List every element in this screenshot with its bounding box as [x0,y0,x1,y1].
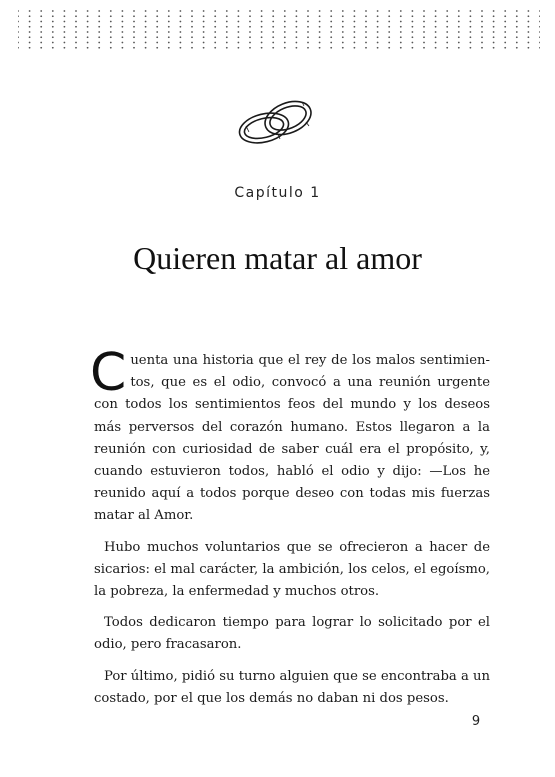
paragraph-4: Por último, pidió su turno alguien que se encontraba a un costado, por el que los demás no daban ni dos pesos. [94,668,490,706]
chapter-label: Capítulo 1 [234,185,321,201]
paragraph-1 [90,343,490,528]
dotted-border-ornament [18,10,540,52]
chapter-body [90,343,490,719]
drop-cap: C [90,343,127,403]
paragraph-1-text: uenta una historia que el rey de los malos sentimientos, que es el odio, convocó a una reunión urgente con todos los sentimientos feos del mundo y los deseos más perversos del corazón humano. Estos llegaron a la reunión con curiosidad de saber cuál era el propósito, y, cuando estuvieron todos, habló el odio y dijo: —Los he reunido aquí a todos porque deseo con todas mis fuerzas matar al Amor. [94,353,490,524]
paragraph-3: Todos dedicaron tiempo para lograr lo solicitado por el odio, pero fracasaron. [94,615,490,653]
chapter-title: Quieren matar al amor [133,240,422,276]
paragraph-2: Hubo muchos voluntarios que se ofrecieron a hacer de sicarios: el mal carácter, la ambición, los celos, el egoísmo, la pobreza, la enfermedad y muchos otros. [94,539,490,600]
page-number: 9 [471,714,481,729]
wedding-rings-icon [236,92,320,154]
